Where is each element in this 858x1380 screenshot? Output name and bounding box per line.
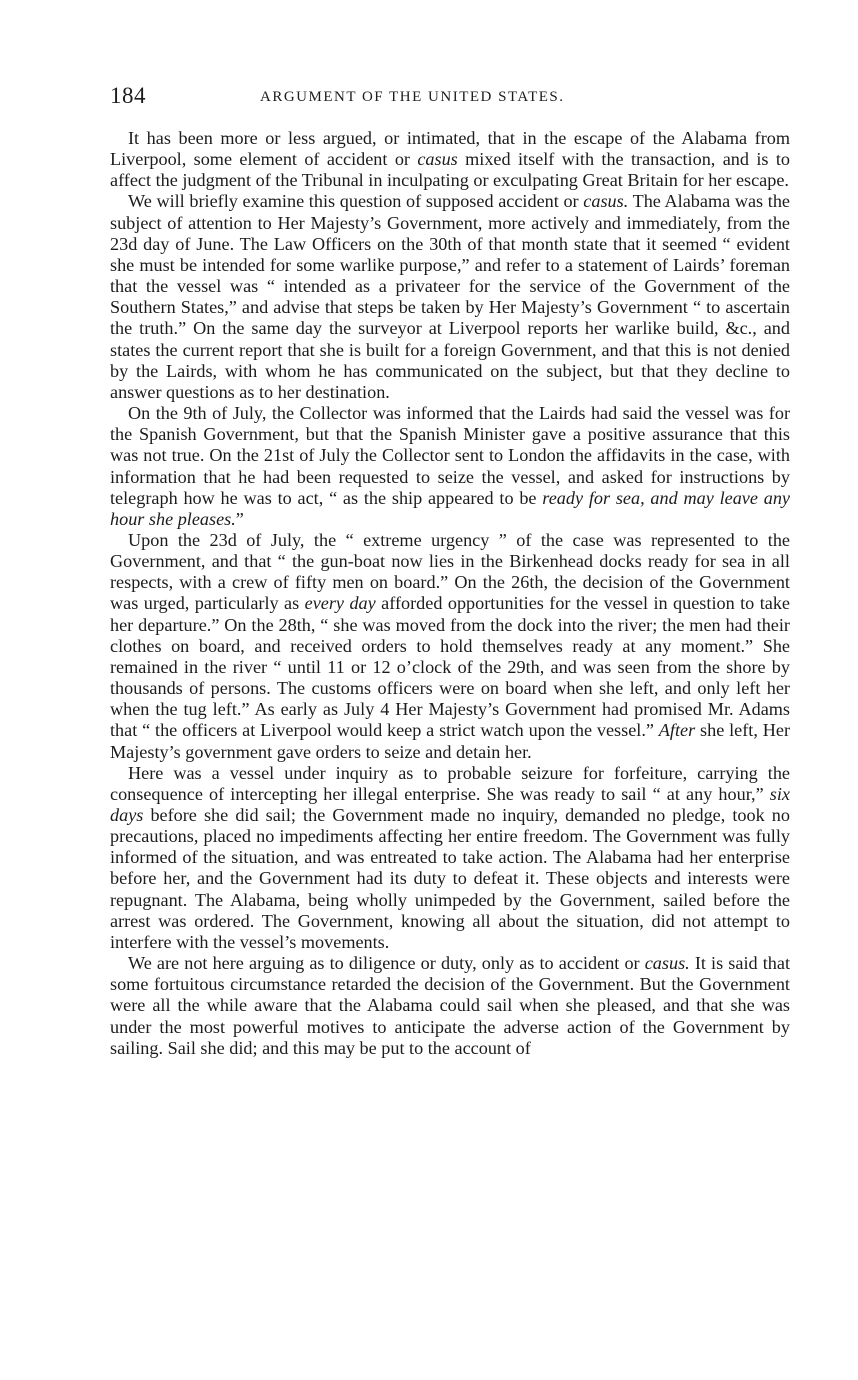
paragraph: [110, 128, 790, 191]
italic-text: casus: [417, 149, 458, 170]
text-run: It is said that some fortuitous circumstance retarded the decision of the Government. But the Government were all the while aware that the Alabama could sail when she pleased, and that she was under the most powerful motives to anticipate the adverse action of the Government by sailing. Sail she did; and this may be put to the account of: [110, 953, 790, 1058]
text-run: We will briefly examine this question of supposed accident or: [128, 191, 584, 212]
page-header: [110, 83, 790, 113]
paragraph: [110, 530, 790, 763]
text-run: We are not here arguing as to diligence or duty, only as to accident or: [128, 953, 645, 974]
text-run: Here was a vessel under inquiry as to probable seizure for forfeiture, carrying the consequence of intercepting her illegal enterprise. She was ready to sail “ at any hour,”: [110, 762, 790, 804]
italic-text: six days: [110, 783, 790, 825]
text-run: she left, Her Majesty’s government gave orders to seize and detain her.: [110, 720, 790, 762]
page-number: 184: [110, 83, 146, 108]
text-run: It has been more or less argued, or intimated, that in the escape of the Alabama from Liverpool, some element of accident or: [110, 128, 790, 170]
text-run: On the 9th of July, the Collector was informed that the Lairds had said the vessel was for the Spanish Government, but that the Spanish Minister gave a positive assurance that this was not true. On the 21st of July the Collector sent to London the affidavits in the case, with information that he had been requested to seize the vessel, and asked for instructions by telegraph how he was to act, “ as the ship appeared to be: [110, 403, 790, 508]
italic-text: After: [658, 720, 696, 741]
paragraph: [110, 191, 790, 403]
italic-text: casus.: [583, 191, 629, 212]
text-run: ”: [235, 508, 244, 529]
paragraph: [110, 953, 790, 1059]
text-run: mixed itself with the transaction, and is to affect the judgment of the Tribunal in inculpating or exculpating Great Britain for her escape.: [110, 149, 790, 191]
text-run: The Alabama was the subject of attention to Her Majesty’s Government, more actively and immediately, from the 23d day of June. The Law Officers on the 30th of that month state that it seemed “ evident she must be intended for some warlike purpose,” and refer to a statement of Lairds’ foreman that the vessel was “ intended as a privateer for the service of the Government of the Southern States,” and advise that steps be taken by Her Majesty’s Government “ to ascertain the truth.” On the same day the surveyor at Liverpool reports her warlike build, &c., and states the current report that she is built for a foreign Government, and that this is not denied by the Lairds, with whom he has communicated on the subject, but that they decline to answer questions as to her destination.: [110, 191, 790, 402]
text-run: afforded opportunities for the vessel in question to take her departure.” On the 28th, “ she was moved from the dock into the river; the men had their clothes on board, and received orders to hold themselves ready at any moment.” She remained in the river “ until 11 or 12 o’clock of the 29th, and was seen from the shore by thousands of persons. The customs officers were on board when she left, and only left her when the tug left.” As early as July 4 Her Majesty’s Government had promised Mr. Adams that “ the officers at Liverpool would keep a strict watch upon the vessel.”: [110, 593, 790, 741]
italic-text: every day: [304, 593, 376, 614]
body-text: [110, 128, 790, 1059]
italic-text: casus.: [644, 953, 690, 974]
italic-text: ready for sea, and may leave any hour she pleases.: [110, 487, 790, 529]
text-run: before she did sail; the Government made no inquiry, demanded no pledge, took no precautions, placed no impediments affecting her entire freedom. The Government was fully informed of the situation, and was entreated to take action. The Alabama had her enterprise before her, and the Government had its duty to defeat it. These objects and interests were repugnant. The Alabama, being wholly unimpeded by the Government, sailed before the arrest was ordered. The Government, knowing all about the situation, did not attempt to interfere with the vessel’s movements.: [110, 805, 790, 952]
text-run: Upon the 23d of July, the “ extreme urgency ” of the case was represented to the Government, and that “ the gun-boat now lies in the Birkenhead docks ready for sea in all respects, with a crew of fifty men on board.” On the 26th, the decision of the Government was urged, particularly as: [110, 529, 790, 614]
paragraph: [110, 403, 790, 530]
running-head: ARGUMENT OF THE UNITED STATES.: [260, 89, 565, 105]
paragraph: [110, 763, 790, 953]
